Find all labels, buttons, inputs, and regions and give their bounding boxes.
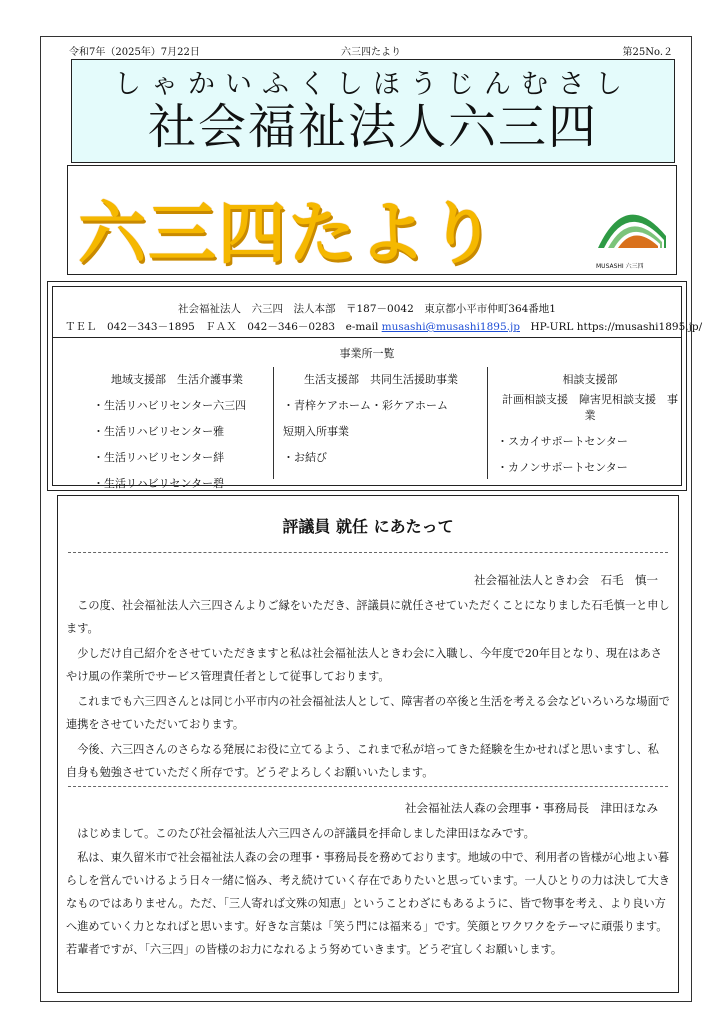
issue-number: 第25No.２ — [622, 47, 673, 58]
logo-caption: MUSASHI 六三四 — [596, 263, 644, 270]
email-label: e-mail — [345, 321, 379, 333]
newsletter-name: 六三四たより — [341, 47, 401, 58]
column-subheading: 計画相談支援 障害児相談支援 事業 — [502, 393, 678, 422]
article-paragraph: 今後、六三四さんのさらなる発展にお役に立てるよう、これまで私が培ってきた経験を生かせればと思いますし、私自身も勉強させていただく所存です。どうぞよろしくお願いいたします。 — [66, 743, 659, 779]
corporation-furigana: しゃかいふくしほうじんむさし — [114, 69, 632, 100]
office-item: ・生活リハビリセンター碧 — [93, 477, 225, 490]
consultation-support-column — [497, 363, 683, 481]
column-heading: 生活支援部 共同生活援助事業 — [304, 373, 458, 386]
banner-title: 六三四たより — [78, 195, 499, 274]
author-signature-1: 社会福祉法人ときわ会 石毛 慎一 — [474, 573, 658, 587]
article-paragraph: これまでも六三四さんとは同じ小平市内の社会福祉法人として、障害者の卒後と生活を考える会などいろいろな場面で連携をさせていただいております。 — [66, 695, 670, 731]
mountain-logo-icon — [596, 186, 668, 256]
tel-number: ＴＥＬ 042－343－1895 — [65, 321, 195, 333]
office-item: ・青梓ケアホーム・彩ケアホーム — [283, 399, 448, 412]
office-item: ・スカイサポートセンター — [497, 435, 628, 448]
column-heading: 相談支援部 — [562, 373, 618, 386]
newsletter-page — [40, 36, 703, 1002]
musashi-logo — [596, 186, 668, 270]
email-link[interactable]: musashi@musashi1895.jp — [381, 321, 520, 333]
councilor-article — [57, 495, 679, 993]
author-signature-2: 社会福祉法人森の会理事・事務局長 津田ほなみ — [405, 801, 658, 815]
living-support-column — [283, 363, 479, 481]
info-divider — [53, 337, 681, 338]
article-paragraph: 少しだけ自己紹介をさせていただきますと私は社会福祉法人ときわ会に入職し、今年度で20年目となり、現在はあさやけ風の作業所でサービス管理責任者として従事しております。 — [66, 647, 662, 683]
office-item: 短期入所事業 — [283, 425, 349, 438]
article-paragraph: 私は、東久留米市で社会福祉法人森の会の理事・事務局長を務めております。地域の中で、利用者の皆様が心地よい暮らしを営んでいけるよう日々一緒に悩み、考え続けていく存在でありたいと思っています。一人ひとりの力は決して大きなものではありません。ただ、「三人寄れば文殊の知恵」ということわざにもあるように、皆で物事を考え、より良い方へ進めていく力となればと思います。好きな言葉は「笑う門には福来る」です。笑顔とワクワクをテーマに頑張ります。若輩者ですが、「六三四」の皆様のお力になれるよう努めていきます。どうぞ宜しくお願いします。 — [66, 851, 670, 956]
headquarters-address: 社会福祉法人 六三四 法人本部 〒187－0042 東京都小平市仲町364番地1 — [178, 303, 556, 315]
office-item: ・生活リハビリセンター雅 — [93, 425, 225, 438]
office-item: ・生活リハビリセンター絆 — [93, 451, 225, 464]
office-list-heading: 事業所一覧 — [339, 347, 395, 360]
community-support-column — [93, 363, 261, 490]
article-paragraph: はじめまして。このたび社会福祉法人六三四さんの評議員を拝命しました津田ほなみです。 — [77, 827, 535, 840]
dashed-divider — [68, 786, 668, 787]
contact-line — [65, 319, 702, 334]
column-divider — [487, 367, 488, 479]
issue-date: 令和7年（2025年）7月22日 — [69, 47, 200, 58]
office-item: ・カノンサポートセンター — [497, 461, 628, 474]
homepage-url: HP-URL https://musashi1895.jp/ — [530, 321, 703, 333]
column-heading: 地域支援部 生活介護事業 — [111, 373, 243, 386]
fax-number: ＦＡＸ 042－346－0283 — [205, 321, 336, 333]
article-title: 評議員 就任 にあたって — [282, 517, 454, 536]
dashed-divider — [68, 552, 668, 553]
corporation-name: 社会福祉法人六三四 — [147, 99, 598, 155]
office-item: ・お結び — [283, 451, 327, 464]
article-paragraph: この度、社会福祉法人六三四さんよりご縁をいただき、評議員に就任させていただくことになりました石毛慎一と申します。 — [66, 599, 670, 635]
office-item: ・生活リハビリセンター六三四 — [93, 399, 247, 412]
column-divider — [273, 367, 274, 479]
corporation-title-box — [71, 59, 675, 163]
page-header — [41, 41, 691, 57]
office-info-box — [47, 281, 703, 491]
newsletter-banner — [67, 165, 677, 275]
